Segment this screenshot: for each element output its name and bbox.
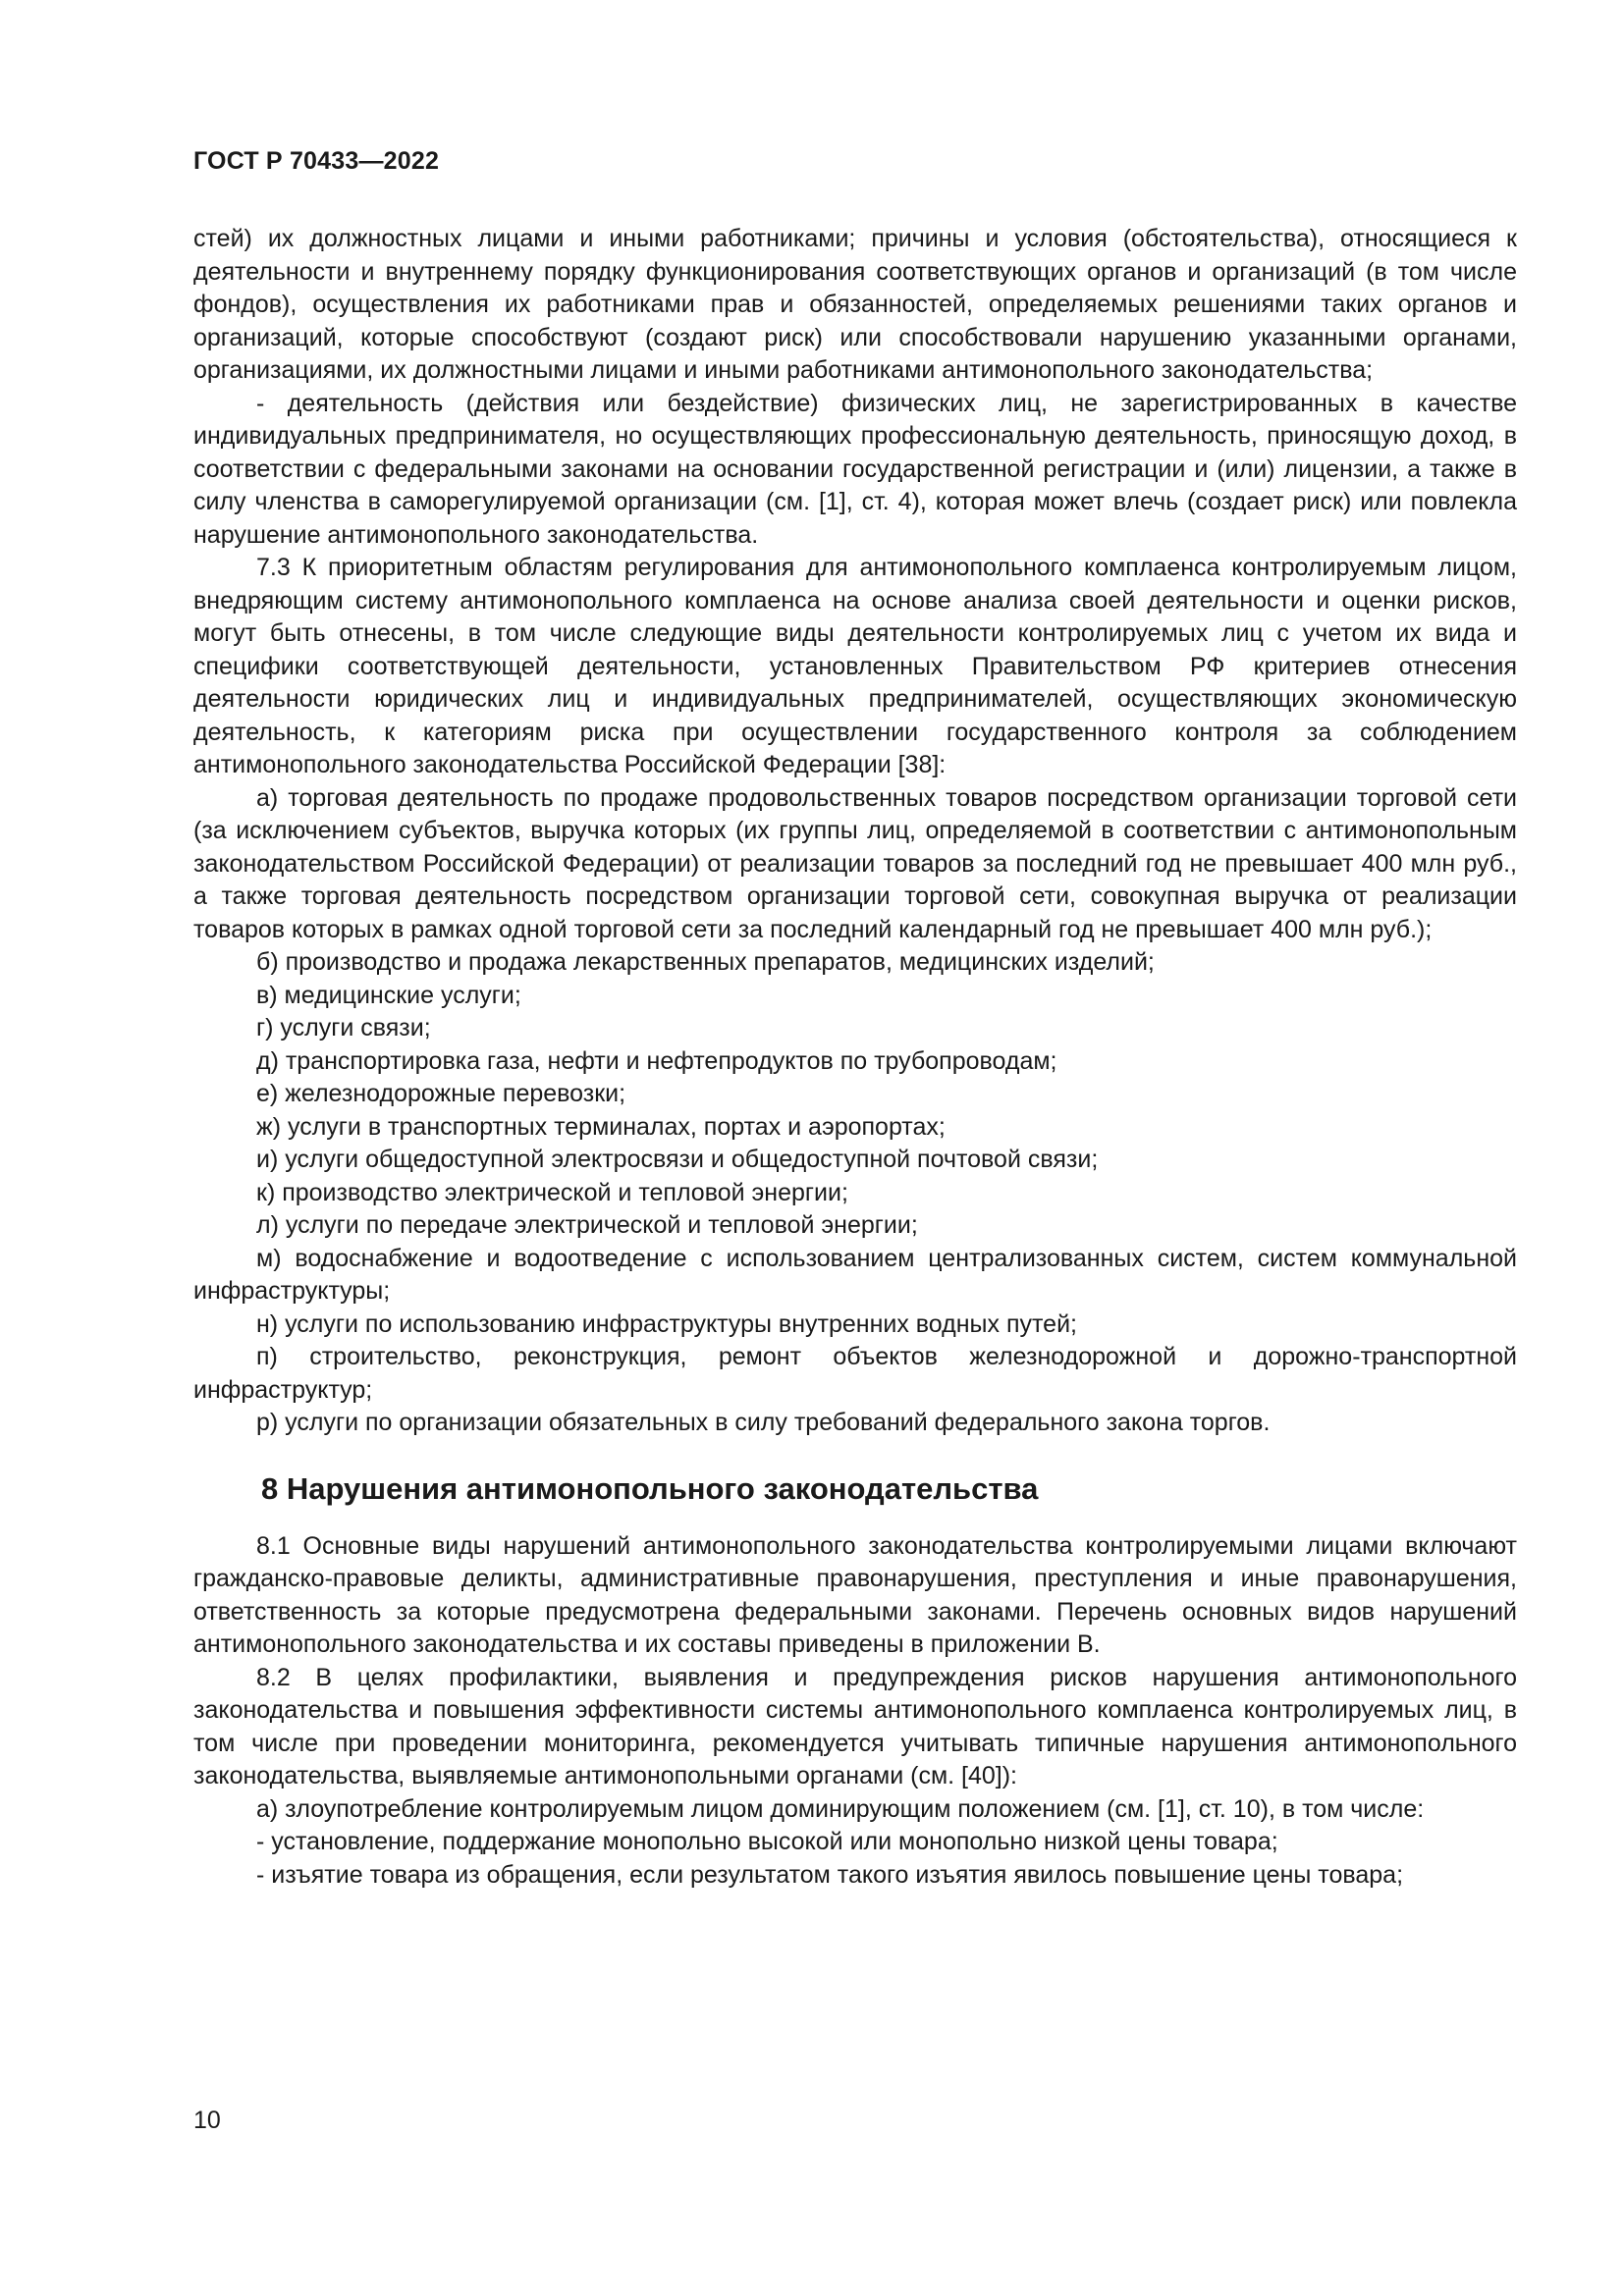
list-item: м) водоснабжение и водоотведение с использованием централизованных систем, систем коммунальной инфраструктуры; [193, 1244, 1517, 1305]
document-header-title: ГОСТ Р 70433—2022 [193, 147, 440, 175]
list-item: к) производство электрической и тепловой энергии; [256, 1178, 848, 1206]
list-item: н) услуги по использованию инфраструктуры внутренних водных путей; [256, 1309, 1077, 1338]
section-heading: 8 Нарушения антимонопольного законодательства [261, 1470, 1039, 1506]
list-item: ж) услуги в транспортных терминалах, портах и аэропортах; [256, 1112, 946, 1141]
paragraph: 8.1 Основные виды нарушений антимонопольного законодательства контролируемыми лицами включают гражданско-правовые деликты, административные правонарушения, преступления и иные правонарушения, ответственность за которые предусмотрена федеральными законами. Перечень основных видов нарушений антимонопольного законодательства и их составы приведены в приложении В. [193, 1531, 1517, 1658]
list-item: и) услуги общедоступной электросвязи и общедоступной почтовой связи; [256, 1146, 1099, 1173]
list-item: л) услуги по передаче электрической и тепловой энергии; [256, 1211, 918, 1239]
list-item: в) медицинские услуги; [256, 981, 521, 1009]
list-item: р) услуги по организации обязательных в силу требований федерального закона торгов. [256, 1409, 1271, 1436]
list-item: а) торговая деятельность по продаже продовольственных товаров посредством организации торговой сети (за исключением субъектов, выручка которых (их группы лиц, определяемой в соответствии с антимонопольным законодательством Российской Федерации) от реализации товаров за последний год не превышает 400 млн руб., а также торговая деятельность посредством организации торговой сети, совокупная выручка от реализации товаров которых в рамках одной торговой сети за последний календарный год не превышает 400 млн руб.); [193, 783, 1517, 943]
list-item: - установление, поддержание монопольно высокой или монопольно низкой цены товара; [256, 1828, 1278, 1855]
list-item: п) строительство, реконструкция, ремонт объектов железнодорожной и дорожно-транспортной инфраструктур; [193, 1343, 1517, 1404]
list-item: д) транспортировка газа, нефти и нефтепродуктов по трубопроводам; [256, 1046, 1057, 1075]
list-item: - изъятие товара из обращения, если результатом такого изъятия явилось повышение цены товара; [256, 1860, 1404, 1889]
list-item: е) железнодорожные перевозки; [256, 1080, 626, 1107]
paragraph: - деятельность (действия или бездействие) физических лиц, не зарегистрированных в качестве индивидуальных предпринимателя, но осуществляющих профессиональную деятельность, приносящую доход, в соответствии с федеральными законами на основании государственной регистрации и (или) лицензии, а также в силу членства в саморегулируемой организации (см. [1], ст. 4), которая может влечь (создает риск) или повлекла нарушение антимонопольного законодательства. [193, 389, 1517, 549]
list-item: б) производство и продажа лекарственных препаратов, медицинских изделий; [256, 948, 1155, 976]
document-body [193, 223, 1517, 1892]
list-item: а) злоупотребление контролируемым лицом доминирующим положением (см. [1], ст. 10), в том числе: [256, 1794, 1425, 1823]
paragraph: стей) их должностных лицами и иными работниками; причины и условия (обстоятельства), относящиеся к деятельности и внутреннему порядку функционирования соответствующих органов и организаций (в том числе фондов), осуществления их работниками прав и обязанностей, определяемых решениями таких органов и организаций, которые способствуют (создают риск) или способствовали нарушению указанными органами, организациями, их должностными лицами и иными работниками антимонопольного законодательства; [193, 225, 1517, 384]
paragraph: 7.3 К приоритетным областям регулирования для антимонопольного комплаенса контролируемым лицом, внедряющим систему антимонопольного комплаенса на основе анализа своей деятельности и оценки рисков, могут быть отнесены, в том числе следующие виды деятельности контролируемых лиц с учетом их вида и специфики соответствующей деятельности, установленных Правительством РФ критериев отнесения деятельности юридических лиц и индивидуальных предпринимателей, осуществляющих экономическую деятельность, к категориям риска при осуществлении государственного контроля за соблюдением антимонопольного законодательства Российской Федерации [38]: [193, 554, 1517, 778]
list-item: г) услуги связи; [256, 1014, 431, 1041]
paragraph: 8.2 В целях профилактики, выявления и предупреждения рисков нарушения антимонопольного законодательства и повышения эффективности системы антимонопольного комплаенса контролируемых лиц, в том числе при проведении мониторинга, рекомендуется учитывать типичные нарушения антимонопольного законодательства, выявляемые антимонопольными органами (см. [40]): [193, 1663, 1517, 1789]
page-number: 10 [193, 2107, 221, 2134]
